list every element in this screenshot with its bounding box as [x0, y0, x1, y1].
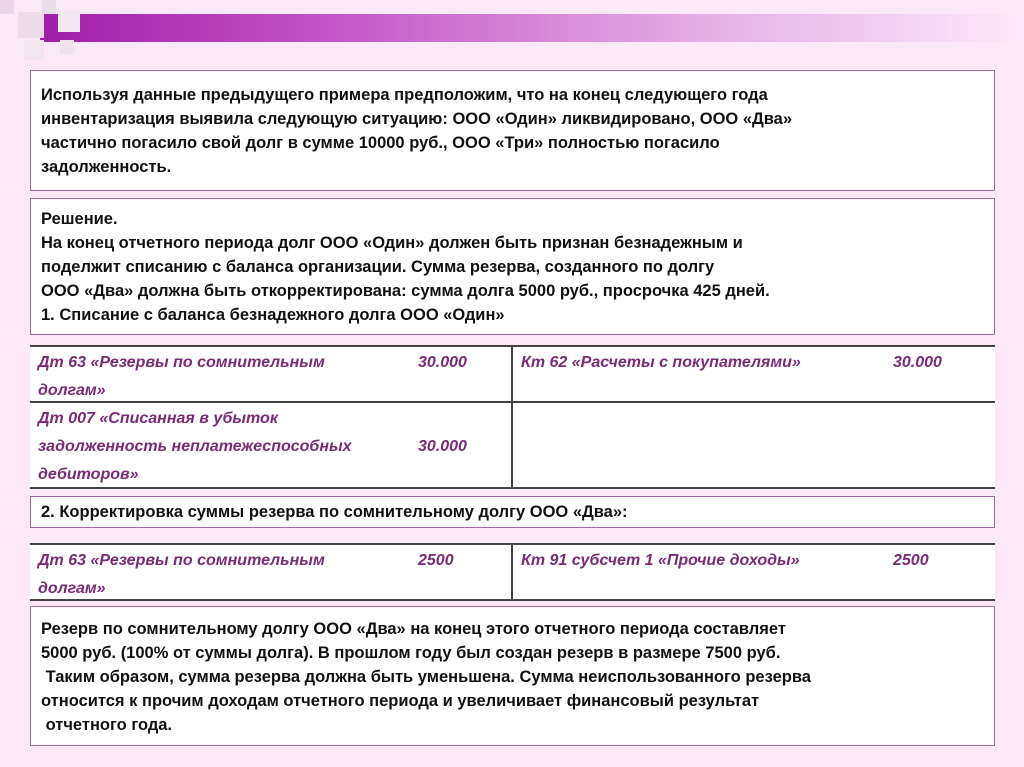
credit-account: Кт 62 «Расчеты с покупателями» [521, 354, 801, 371]
debit-amount: 2500 [418, 552, 454, 569]
debit-amount: 30.000 [418, 438, 467, 455]
conclusion-line: Резерв по сомнительному долгу ООО «Два» на конец этого отчетного периода составляет [41, 620, 786, 638]
step-2-heading [30, 496, 995, 528]
decorative-square [60, 40, 74, 54]
conclusion-line: Таким образом, сумма резерва должна быть уменьшена. Сумма неиспользованного резерва [41, 668, 811, 686]
debit-cell [30, 346, 512, 402]
problem-statement-line: задолженность. [41, 158, 172, 176]
problem-statement-box [30, 70, 995, 191]
debit-cell [30, 402, 512, 488]
journal-entries-table-1 [30, 345, 995, 489]
debit-cell [30, 544, 512, 600]
problem-statement-line: Используя данные предыдущего примера предположим, что на конец следующего года [41, 86, 768, 104]
table-row [30, 544, 995, 600]
problem-statement-line: частично погасило свой долг в сумме 10000 руб., ООО «Три» полностью погасило [41, 134, 720, 152]
debit-account-cont: дебиторов» [38, 466, 139, 483]
credit-amount: 30.000 [893, 354, 942, 371]
solution-line: ООО «Два» должна быть откорректирована: сумма долга 5000 руб., просрочка 425 дней. [41, 282, 770, 300]
decorative-square [58, 10, 80, 32]
debit-account-cont: долгам» [38, 382, 106, 399]
debit-account-cont: долгам» [38, 580, 106, 597]
debit-account: Дт 007 «Списанная в убыток [38, 410, 278, 427]
solution-box [30, 198, 995, 335]
problem-statement-line: инвентаризация выявила следующую ситуацию: ООО «Один» ликвидировано, ООО «Два» [41, 110, 793, 128]
decorative-square [42, 0, 56, 14]
solution-line: На конец отчетного периода долг ООО «Один» должен быть признан безнадежным и [41, 234, 743, 252]
debit-account: Дт 63 «Резервы по сомнительным [38, 354, 325, 371]
table-row [30, 346, 995, 402]
credit-amount: 2500 [893, 552, 929, 569]
credit-account: Кт 91 субсчет 1 «Прочие доходы» [521, 552, 800, 569]
debit-amount: 30.000 [418, 354, 467, 371]
credit-cell [512, 544, 995, 600]
title-bar-decoration [40, 14, 1024, 42]
solution-step-1: 1. Списание с баланса безнадежного долга ООО «Один» [41, 306, 505, 324]
conclusion-line: отчетного года. [41, 716, 173, 734]
solution-heading: Решение. [41, 210, 118, 228]
step-2-text: 2. Корректировка суммы резерва по сомнительному долгу ООО «Два»: [41, 503, 628, 521]
conclusion-line: относится к прочим доходам отчетного периода и увеличивает финансовый результат [41, 692, 760, 710]
decorative-square [18, 12, 44, 38]
decorative-square [24, 40, 44, 60]
solution-line: поделжит списанию с баланса организации. Сумма резерва, созданного по долгу [41, 258, 715, 276]
debit-account: Дт 63 «Резервы по сомнительным [38, 552, 325, 569]
debit-account-cont: задолженность неплатежеспособных [38, 438, 352, 455]
table-row [30, 402, 995, 488]
conclusion-box [30, 606, 995, 746]
credit-cell [512, 346, 995, 402]
decorative-square [0, 0, 14, 14]
journal-entries-table-2 [30, 543, 995, 601]
conclusion-line: 5000 руб. (100% от суммы долга). В прошлом году был создан резерв в размере 7500 руб. [41, 644, 781, 662]
credit-cell-empty [512, 402, 995, 488]
